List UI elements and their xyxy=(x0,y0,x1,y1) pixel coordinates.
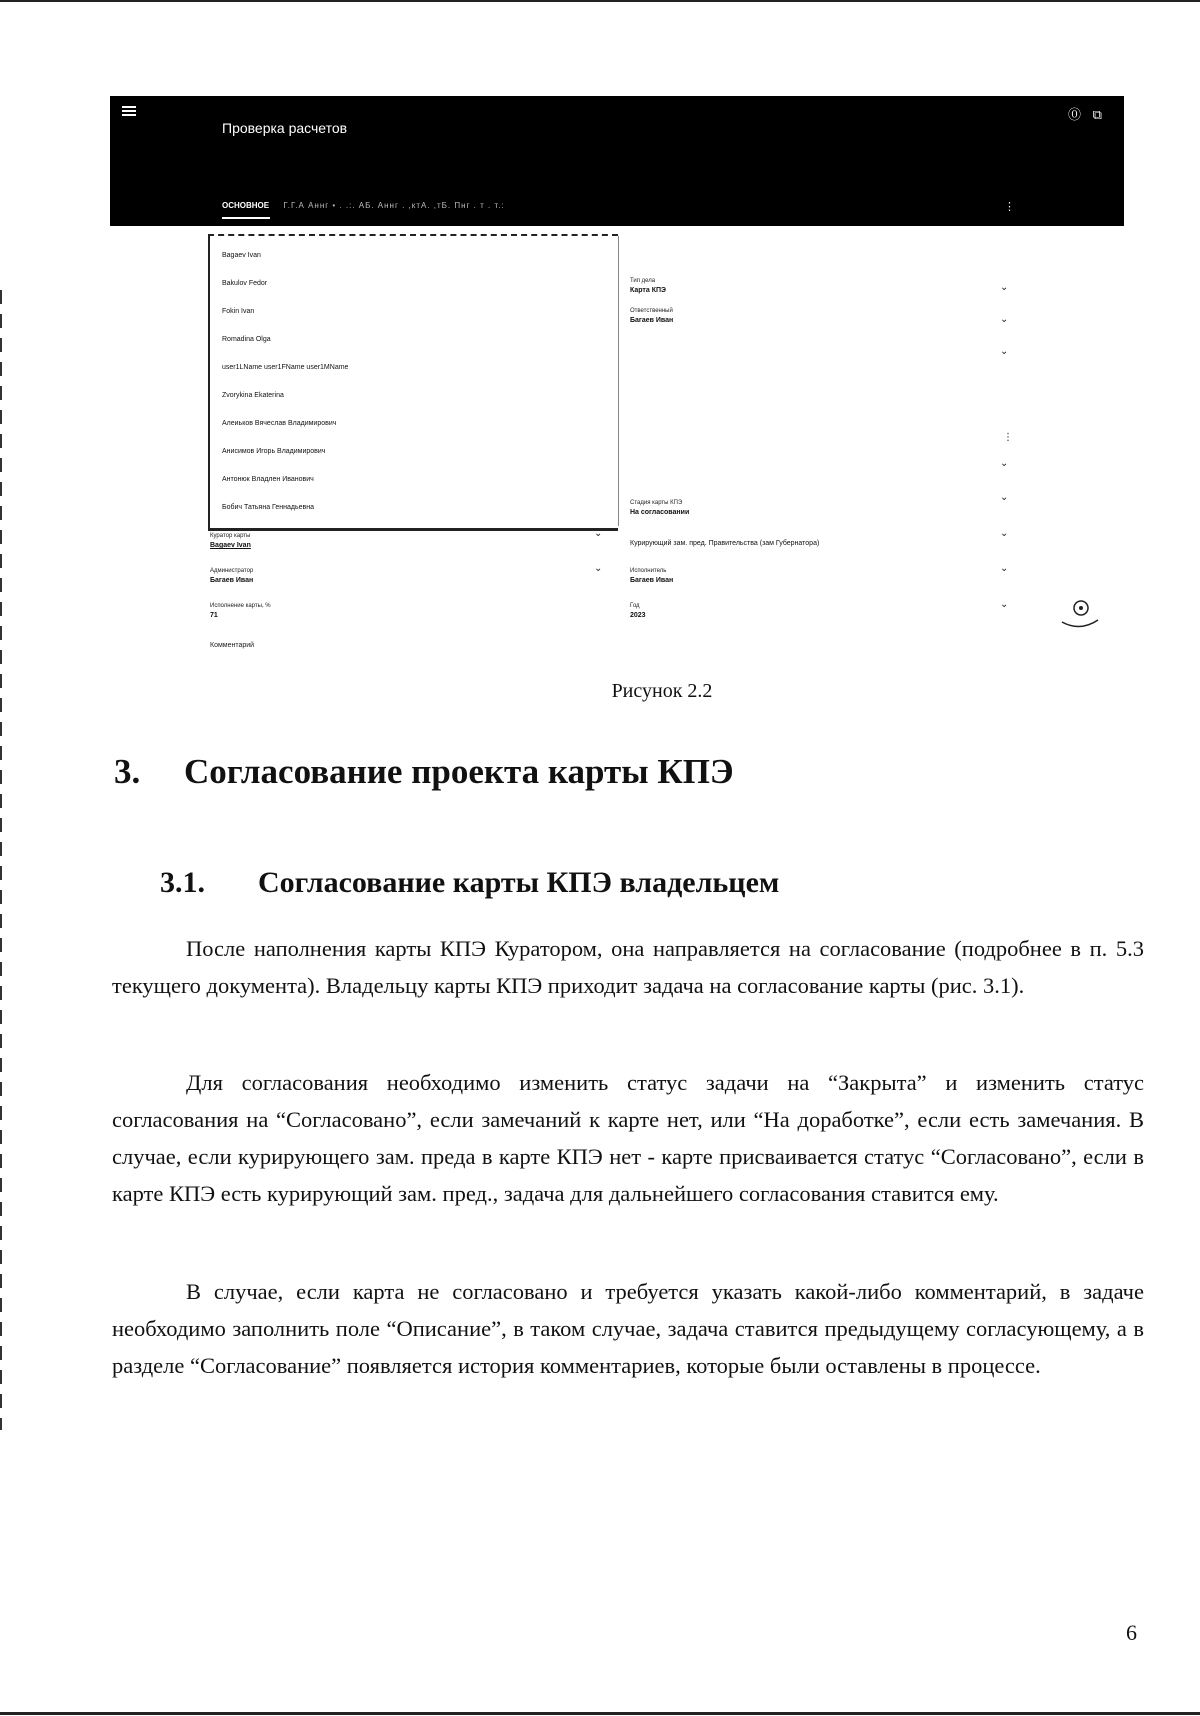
hamburger-menu-icon[interactable] xyxy=(122,106,136,116)
more-vert-icon[interactable]: ⋮ xyxy=(1003,432,1013,443)
page-number: 6 xyxy=(1126,1620,1137,1645)
dropdown-item[interactable]: Алеиьков Вячеслав Владимирович xyxy=(222,420,337,427)
executor-label: Исполнитель xyxy=(630,568,667,574)
app-title: Проверка расчетов xyxy=(222,120,348,136)
chevron-down-icon[interactable]: ⌄ xyxy=(1000,458,1009,469)
responsible-value[interactable]: Багаев Иван xyxy=(630,317,674,324)
year-label: Год xyxy=(630,603,640,609)
user-dropdown-list xyxy=(208,234,618,531)
section-title: Согласование проекта карты КПЭ xyxy=(184,752,734,791)
dropdown-item[interactable]: user1LName user1FName user1MName xyxy=(222,364,349,371)
year-value[interactable]: 2023 xyxy=(630,612,646,619)
chat-fab-icon[interactable] xyxy=(1060,596,1100,632)
field-divider xyxy=(618,236,619,526)
comment-label: Комментарий xyxy=(210,642,255,649)
admin-label: Администратор xyxy=(210,568,254,574)
tab-others[interactable]: Г.Г.А Аннг • . .:. АБ. Аннг . ,ктА. ,тБ. Пнг . т . т.: xyxy=(283,201,505,210)
responsible-label: Ответственный xyxy=(630,308,673,314)
chevron-down-icon[interactable]: ⌄ xyxy=(1000,563,1009,574)
chevron-down-icon[interactable]: ⌄ xyxy=(1000,346,1009,357)
scan-border-bottom xyxy=(0,1712,1200,1715)
fill-value[interactable]: 71 xyxy=(210,612,218,619)
dropdown-item[interactable]: Bagaev Ivan xyxy=(222,252,261,259)
type-value[interactable]: Карта КПЭ xyxy=(630,287,666,294)
chevron-down-icon[interactable]: ⌄ xyxy=(1000,314,1009,325)
subsection-heading xyxy=(160,866,779,900)
dropdown-item[interactable]: Bakulov Fedor xyxy=(222,280,268,287)
chevron-down-icon[interactable]: ⌄ xyxy=(594,528,603,539)
dropdown-item[interactable]: Анисимов Игорь Владимирович xyxy=(222,448,326,455)
type-label: Тип дела xyxy=(630,278,656,284)
paragraph: После наполнения карты КПЭ Куратором, она направляется на согласование (подробнее в п. 5.3 текущего документа). Владельцу карты КПЭ приходит задача на согласование карты (рис. 3.1). xyxy=(112,936,1144,998)
stage-label: Стадия карты КПЭ xyxy=(630,500,683,506)
executor-value[interactable]: Багаев Иван xyxy=(630,577,674,584)
chevron-down-icon[interactable]: ⌄ xyxy=(1000,282,1009,293)
subsection-number: 3.1. xyxy=(160,866,205,899)
chevron-down-icon[interactable]: ⌄ xyxy=(594,563,603,574)
figure-caption: Рисунок 2.2 xyxy=(611,680,713,702)
paragraph: Для согласования необходимо изменить статус задачи на “Закрыта” и изменить статус согласования на “Согласовано”, если замечаний к карте нет, или “На доработке”, если есть замечания. В случае, если курирующего зам. преда в карте КПЭ нет - карте присваивается статус “Согласовано”, если в карте КПЭ есть курирующий зам. пред., задача для дальнейшего согласования ставится ему. xyxy=(112,1070,1144,1206)
help-icon[interactable]: ⓪ ⧉ xyxy=(1068,107,1106,122)
more-vert-icon[interactable]: ⋮ xyxy=(1004,201,1015,213)
chevron-down-icon[interactable]: ⌄ xyxy=(1000,599,1009,610)
app-bar xyxy=(110,96,1124,226)
stage-value[interactable]: На согласовании xyxy=(630,509,690,516)
dropdown-item[interactable]: Антонюк Владлен Иванович xyxy=(222,476,314,483)
chevron-down-icon[interactable]: ⌄ xyxy=(1000,528,1009,539)
tab-main[interactable]: ОСНОВНОЕ xyxy=(222,201,270,210)
curator-label: Куратор карты xyxy=(210,533,251,539)
deputy-field[interactable]: Курирующий зам. пред. Правительства (зам Губернатора) xyxy=(630,540,820,547)
tab-bar xyxy=(222,201,505,210)
dropdown-item[interactable]: Romadina Olga xyxy=(222,336,271,343)
subsection-title: Согласование карты КПЭ владельцем xyxy=(258,866,780,899)
fill-label: Исполнение карты, % xyxy=(210,603,271,609)
section-heading xyxy=(114,752,734,792)
section-number: 3. xyxy=(114,752,141,791)
dropdown-item[interactable]: Бобич Татьяна Геннадьевна xyxy=(222,504,314,511)
scan-border-top xyxy=(0,0,1200,2)
dropdown-item[interactable]: Zvorykina Ekaterina xyxy=(222,392,284,399)
admin-value[interactable]: Багаев Иван xyxy=(210,577,254,584)
chevron-down-icon[interactable]: ⌄ xyxy=(1000,492,1009,503)
dropdown-item[interactable]: Fokin Ivan xyxy=(222,308,255,315)
paragraph: В случае, если карта не согласовано и требуется указать какой-либо комментарий, в задаче необходимо заполнить поле “Описание”, в таком случае, задача ставится предыдущему согласующему, а в разделе “Согласование” появляется история комментариев, которые были оставлены в процессе. xyxy=(112,1279,1144,1378)
tab-active-indicator xyxy=(222,217,270,219)
curator-value[interactable]: Bagaev Ivan xyxy=(210,542,251,549)
figure-screenshot xyxy=(110,96,1124,664)
scan-border-left xyxy=(0,290,2,1430)
